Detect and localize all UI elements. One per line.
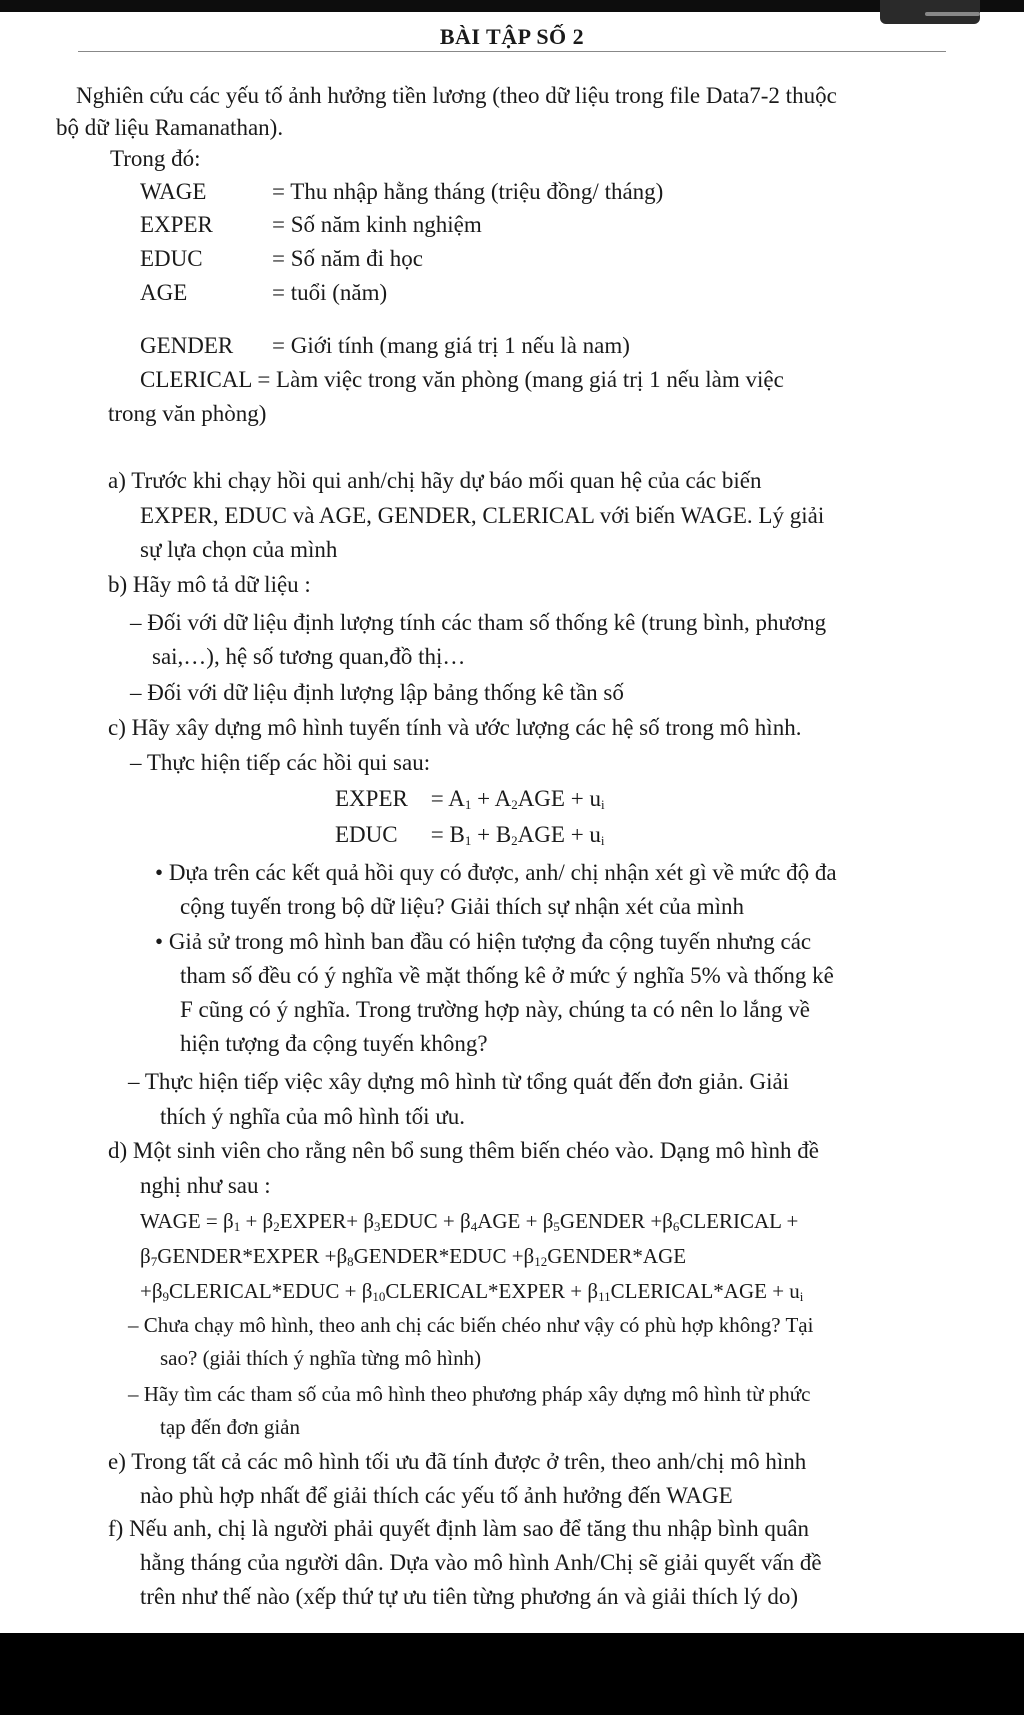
part-d-dash-2-cont: tạp đến đơn giản: [160, 1415, 300, 1439]
eq-term: u: [589, 822, 601, 847]
part-b-header: b) Hãy mô tả dữ liệu :: [108, 572, 311, 597]
model-equation-line-2: [140, 1242, 686, 1276]
eq-sub: i: [600, 833, 605, 848]
part-c-bullet-2-cont: F cũng có ý nghĩa. Trong trường hợp này, chúng ta có nên lo lắng về: [180, 997, 811, 1022]
part-d-line: nghị như sau :: [140, 1173, 271, 1198]
variable-name: AGE: [140, 280, 188, 305]
eq-op: +: [570, 822, 584, 847]
model-term: AGE + β: [477, 1209, 554, 1233]
part-c-bullet-1: [155, 859, 837, 887]
part-e-line: e) Trong tất cả các mô hình tối ưu đã tính được ở trên, theo anh/chị mô hình: [108, 1449, 807, 1474]
model-subscript: 8: [347, 1254, 354, 1269]
eq-sub: 2: [511, 833, 518, 848]
variable-name: WAGE: [140, 179, 207, 204]
variable-row: [140, 211, 482, 239]
part-c-dash-2: – Thực hiện tiếp việc xây dựng mô hình từ tổng quát đến đơn giản. Giải: [128, 1069, 790, 1094]
model-term: +β: [140, 1279, 163, 1303]
variable-name: EDUC: [140, 246, 203, 271]
variable-desc: = tuổi (năm): [272, 280, 388, 305]
model-term: GENDER +β: [559, 1209, 673, 1233]
document-title: BÀI TẬP SỐ 2: [439, 24, 585, 49]
model-term: WAGE = β: [140, 1209, 234, 1233]
model-term: GENDER*EDUC +β: [353, 1244, 535, 1268]
clerical-line-2: trong văn phòng): [108, 401, 267, 426]
part-c-header: c) Hãy xây dựng mô hình tuyến tính và ước lượng các hệ số trong mô hình.: [108, 715, 802, 740]
part-d-dash-1-cont: sao? (giải thích ý nghĩa từng mô hình): [160, 1346, 482, 1370]
model-subscript: 4: [470, 1219, 478, 1234]
eq-term: B: [495, 822, 512, 847]
part-a-line: EXPER, EDUC và AGE, GENDER, CLERICAL với biến WAGE. Lý giải: [140, 503, 825, 528]
model-subscript: 3: [374, 1219, 381, 1234]
part-b-line: – Đối với dữ liệu định lượng lập bảng thống kê tần số: [130, 680, 624, 705]
bullet-text: Dựa trên các kết quả hồi quy có được, anh/ chị nhận xét gì về mức độ đa: [168, 860, 837, 885]
model-term: CLERICAL*EXPER + β: [385, 1279, 599, 1303]
model-term: EXPER+ β: [279, 1209, 375, 1233]
model-subscript: 7: [150, 1254, 158, 1269]
part-d-dash-1: – Chưa chạy mô hình, theo anh chị các biến chéo như vậy có phù hợp không? Tại: [128, 1313, 814, 1337]
part-c-sub: – Thực hiện tiếp các hồi qui sau:: [130, 750, 431, 775]
part-c-dash-2-cont: thích ý nghĩa của mô hình tối ưu.: [160, 1104, 466, 1129]
part-d-dash-2: – Hãy tìm các tham số của mô hình theo phương pháp xây dựng mô hình từ phức: [128, 1382, 811, 1406]
model-subscript: 11: [598, 1289, 611, 1304]
bullet-text: Giả sử trong mô hình ban đầu có hiện tượng đa cộng tuyến nhưng các: [168, 929, 812, 954]
eq-var: AGE: [517, 822, 565, 847]
variable-row: [140, 332, 630, 360]
equation-exper: [335, 785, 605, 819]
eq-term: B: [449, 822, 465, 847]
eq-term: A: [494, 786, 512, 811]
variable-desc: = Số năm kinh nghiệm: [272, 212, 482, 237]
variable-row: [140, 178, 663, 206]
model-subscript: 9: [162, 1289, 170, 1304]
model-term: CLERICAL +: [679, 1209, 799, 1233]
model-term: GENDER*EXPER +β: [157, 1244, 348, 1268]
eq-sign: =: [430, 786, 444, 811]
trong-do-label: Trong đó:: [110, 146, 201, 171]
part-c-bullet-2-cont: tham số đều có ý nghĩa về mặt thống kê ở mức ý nghĩa 5% và thống kê: [180, 963, 834, 988]
model-subscript: 10: [372, 1289, 386, 1304]
model-term: + β: [240, 1209, 274, 1233]
eq-sign: =: [430, 822, 444, 847]
model-equation-line-3: [140, 1277, 803, 1311]
model-term: GENDER*AGE: [547, 1244, 687, 1268]
top-status-bar: [0, 0, 1024, 12]
variable-desc: = Giới tính (mang giá trị 1 nếu là nam): [272, 333, 630, 358]
part-b-line: sai,…), hệ số tương quan,đồ thị…: [152, 644, 466, 669]
part-b-line: – Đối với dữ liệu định lượng tính các tham số thống kê (trung bình, phương: [130, 610, 827, 635]
model-subscript: i: [799, 1289, 804, 1304]
variable-name: EXPER: [140, 212, 213, 237]
part-c-bullet-1-cont: cộng tuyến trong bộ dữ liệu? Giải thích sự nhận xét của mình: [180, 894, 745, 919]
bottom-black-bar: [0, 1633, 1024, 1715]
eq-var: AGE: [517, 786, 565, 811]
part-a-line: sự lựa chọn của mình: [140, 537, 338, 562]
top-handle-pill: [925, 12, 980, 16]
eq-op: +: [570, 786, 584, 811]
part-f-line: hằng tháng của người dân. Dựa vào mô hình Anh/Chị sẽ giải quyết vấn đề: [140, 1550, 822, 1575]
eq-sub: 2: [511, 797, 518, 812]
model-term: β: [140, 1244, 151, 1268]
bullet-icon: •: [155, 860, 169, 885]
eq-term: A: [448, 786, 465, 811]
model-term: CLERICAL*AGE + u: [610, 1279, 800, 1303]
eq-sub: i: [600, 797, 605, 812]
part-f-line: trên như thế nào (xếp thứ tự ưu tiên từng phương án và giải thích lý do): [140, 1584, 798, 1609]
eq-op: +: [477, 822, 491, 847]
bullet-icon: •: [155, 929, 169, 954]
eq-sub: 1: [464, 797, 472, 812]
intro-line-1: Nghiên cứu các yếu tố ảnh hưởng tiền lương (theo dữ liệu trong file Data7-2 thuộc: [76, 83, 837, 108]
eq-term: u: [589, 786, 601, 811]
part-c-bullet-2-cont: hiện tượng đa cộng tuyến không?: [180, 1031, 488, 1056]
eq-op: +: [477, 786, 491, 811]
part-e-line: nào phù hợp nhất để giải thích các yếu tố ảnh hưởng đến WAGE: [140, 1483, 733, 1508]
clerical-line-1: CLERICAL = Làm việc trong văn phòng (mang giá trị 1 nếu làm việc: [140, 367, 784, 392]
model-subscript: 1: [233, 1219, 241, 1234]
variable-desc: = Số năm đi học: [272, 246, 423, 271]
variable-row: [140, 279, 387, 307]
model-term: CLERICAL*EDUC + β: [169, 1279, 373, 1303]
model-subscript: 5: [553, 1219, 560, 1234]
eq-sub: 1: [464, 833, 472, 848]
equation-educ: [335, 821, 605, 855]
model-subscript: 6: [672, 1219, 680, 1234]
part-c-bullet-2: [155, 928, 811, 956]
eq-lhs: EXPER: [335, 786, 408, 811]
model-subscript: 12: [534, 1254, 548, 1269]
variable-desc: = Thu nhập hằng tháng (triệu đồng/ tháng): [272, 179, 664, 204]
part-f-line: f) Nếu anh, chị là người phải quyết định làm sao để tăng thu nhập bình quân: [108, 1516, 810, 1541]
part-d-line: d) Một sinh viên cho rằng nên bổ sung thêm biến chéo vào. Dạng mô hình đề: [108, 1138, 819, 1163]
model-term: EDUC + β: [380, 1209, 471, 1233]
variable-name: GENDER: [140, 333, 234, 358]
model-subscript: 2: [273, 1219, 280, 1234]
part-a-line: a) Trước khi chạy hồi qui anh/chị hãy dự báo mối quan hệ của các biến: [108, 468, 762, 493]
eq-lhs: EDUC: [335, 822, 398, 847]
intro-line-2: bộ dữ liệu Ramanathan).: [56, 115, 284, 140]
variable-row: [140, 245, 423, 273]
model-equation-line-1: [140, 1207, 798, 1241]
title-divider: [78, 51, 946, 52]
